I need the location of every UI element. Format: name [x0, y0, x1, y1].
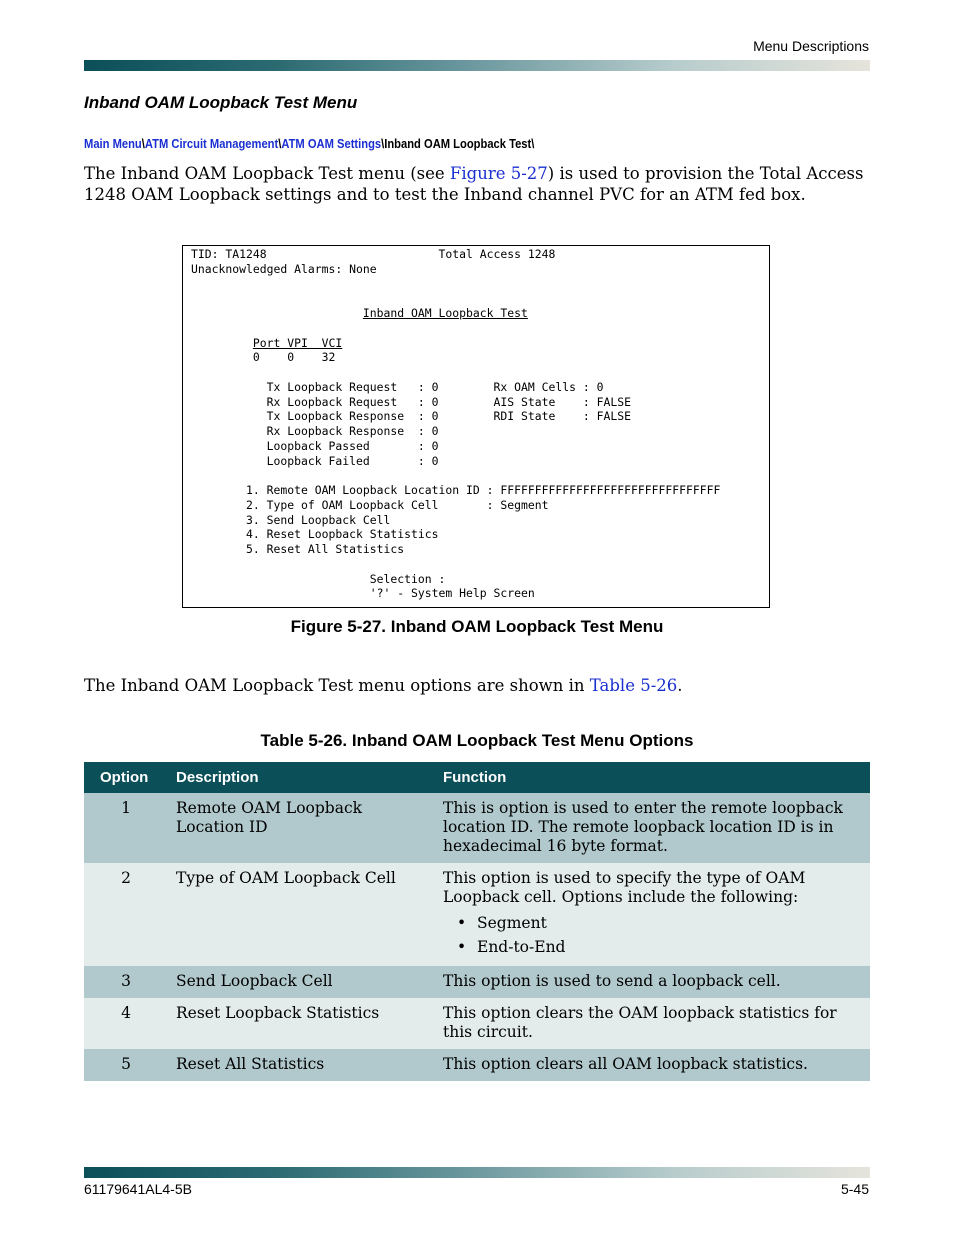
table-row: [84, 998, 870, 1049]
terminal-stat-line: Rx Loopback Response : 0: [266, 424, 439, 438]
terminal-pvc-header: Port VPI VCI: [252, 335, 343, 350]
option-cell: 4: [84, 998, 168, 1049]
terminal-selection-prompt: Selection :: [369, 571, 446, 586]
function-cell: This option clears all OAM loopback statistics.: [443, 1049, 870, 1081]
function-cell: This option is used to send a loopback cell.: [443, 966, 870, 998]
figure-5-27-link[interactable]: Figure 5-27: [449, 164, 548, 183]
table-row: [84, 966, 870, 998]
terminal-stat-line: Tx Loopback Response : 0 RDI State : FALSE: [266, 409, 632, 424]
breadcrumb-atm-circuit-management-link[interactable]: ATM Circuit Management: [144, 136, 279, 151]
function-text: This option is used to specify the type of OAM Loopback cell. Options include the following:: [443, 869, 806, 906]
breadcrumb-current: \Inband OAM Loopback Test\: [381, 136, 535, 151]
table-row: [84, 793, 870, 863]
description-cell: Reset All Statistics: [168, 1049, 443, 1081]
description-cell: Type of OAM Loopback Cell: [168, 863, 443, 966]
terminal-menu-item: 5. Reset All Statistics: [246, 542, 405, 556]
function-cell: [443, 863, 870, 966]
terminal-screen: [182, 245, 770, 608]
header-function: Function: [443, 762, 870, 793]
option-cell: 1: [84, 793, 168, 863]
description-cell: Remote OAM Loopback Location ID: [168, 793, 443, 863]
option-cell: 2: [84, 863, 168, 966]
breadcrumb-separator: \: [141, 136, 145, 151]
breadcrumb: [84, 136, 534, 151]
terminal-tid: TID: TA1248: [191, 247, 267, 261]
footer-rule: [84, 1167, 870, 1178]
table-header-row: [84, 762, 870, 793]
option-cell: 5: [84, 1049, 168, 1081]
terminal-text: [191, 247, 720, 601]
options-paragraph: [84, 675, 874, 696]
terminal-stat-line: Loopback Failed : 0: [266, 453, 439, 468]
terminal-help-hint: '?' - System Help Screen: [369, 586, 535, 601]
intro-text: The Inband OAM Loopback Test menu (see: [84, 164, 450, 183]
breadcrumb-atm-oam-settings-link[interactable]: ATM OAM Settings: [281, 136, 382, 151]
terminal-stat-line: Loopback Passed : 0: [266, 438, 439, 453]
description-cell: Reset Loopback Statistics: [168, 998, 443, 1049]
table-caption: Table 5-26. Inband OAM Loopback Test Menu Options: [260, 731, 694, 750]
header-description: Description: [168, 762, 443, 793]
header-rule: [84, 60, 870, 71]
page-number: 5-45: [840, 1181, 869, 1197]
terminal-system-name: Total Access 1248: [438, 247, 556, 261]
table-row: [84, 863, 870, 966]
option-cell: 3: [84, 966, 168, 998]
options-table: [84, 762, 870, 1081]
doc-number: 61179641AL4-5B: [84, 1181, 192, 1197]
terminal-stat-line: Tx Loopback Request : 0 Rx OAM Cells : 0: [266, 379, 604, 394]
options-text: .: [677, 676, 683, 695]
table-5-26-link[interactable]: Table 5-26: [589, 676, 678, 695]
header-option: Option: [84, 762, 168, 793]
function-cell: This is option is used to enter the remote loopback location ID. The remote loopback location ID is in hexadecimal 16 byte format.: [443, 793, 870, 863]
options-text: The Inband OAM Loopback Test menu options are shown in: [84, 676, 590, 695]
section-title: Inband OAM Loopback Test Menu: [84, 93, 358, 112]
bullet-list: [443, 911, 856, 959]
terminal-pvc-values: 0 0 32: [252, 350, 336, 365]
running-header: Menu Descriptions: [753, 38, 869, 54]
terminal-alarms: Unacknowledged Alarms: None: [191, 261, 377, 276]
breadcrumb-separator: \: [278, 136, 282, 151]
description-cell: Send Loopback Cell: [168, 966, 443, 998]
terminal-stat-line: Rx Loopback Request : 0 AIS State : FALSE: [266, 394, 632, 409]
figure-caption: Figure 5-27. Inband OAM Loopback Test Menu: [290, 617, 664, 636]
bullet-item: • Segment: [457, 911, 856, 935]
intro-text: ) is used to provision the Total Access 1248 OAM Loopback settings and to test the Inband channel PVC for an ATM fed box.: [84, 164, 864, 204]
terminal-menu-item: 2. Type of OAM Loopback Cell : Segment: [246, 497, 549, 512]
breadcrumb-main-menu-link[interactable]: Main Menu: [84, 136, 142, 151]
terminal-menu-item: 3. Send Loopback Cell: [246, 512, 391, 527]
terminal-menu-item: 1. Remote OAM Loopback Location ID : FFFFFFFFFFFFFFFFFFFFFFFFFFFFFFFF: [246, 483, 721, 497]
intro-paragraph: [84, 163, 874, 205]
table-row: [84, 1049, 870, 1081]
terminal-menu-item: 4. Reset Loopback Statistics: [246, 527, 439, 542]
terminal-screen-title: Inband OAM Loopback Test: [362, 306, 528, 320]
bullet-item: • End-to-End: [457, 935, 856, 959]
function-cell: This option clears the OAM loopback statistics for this circuit.: [443, 998, 870, 1049]
